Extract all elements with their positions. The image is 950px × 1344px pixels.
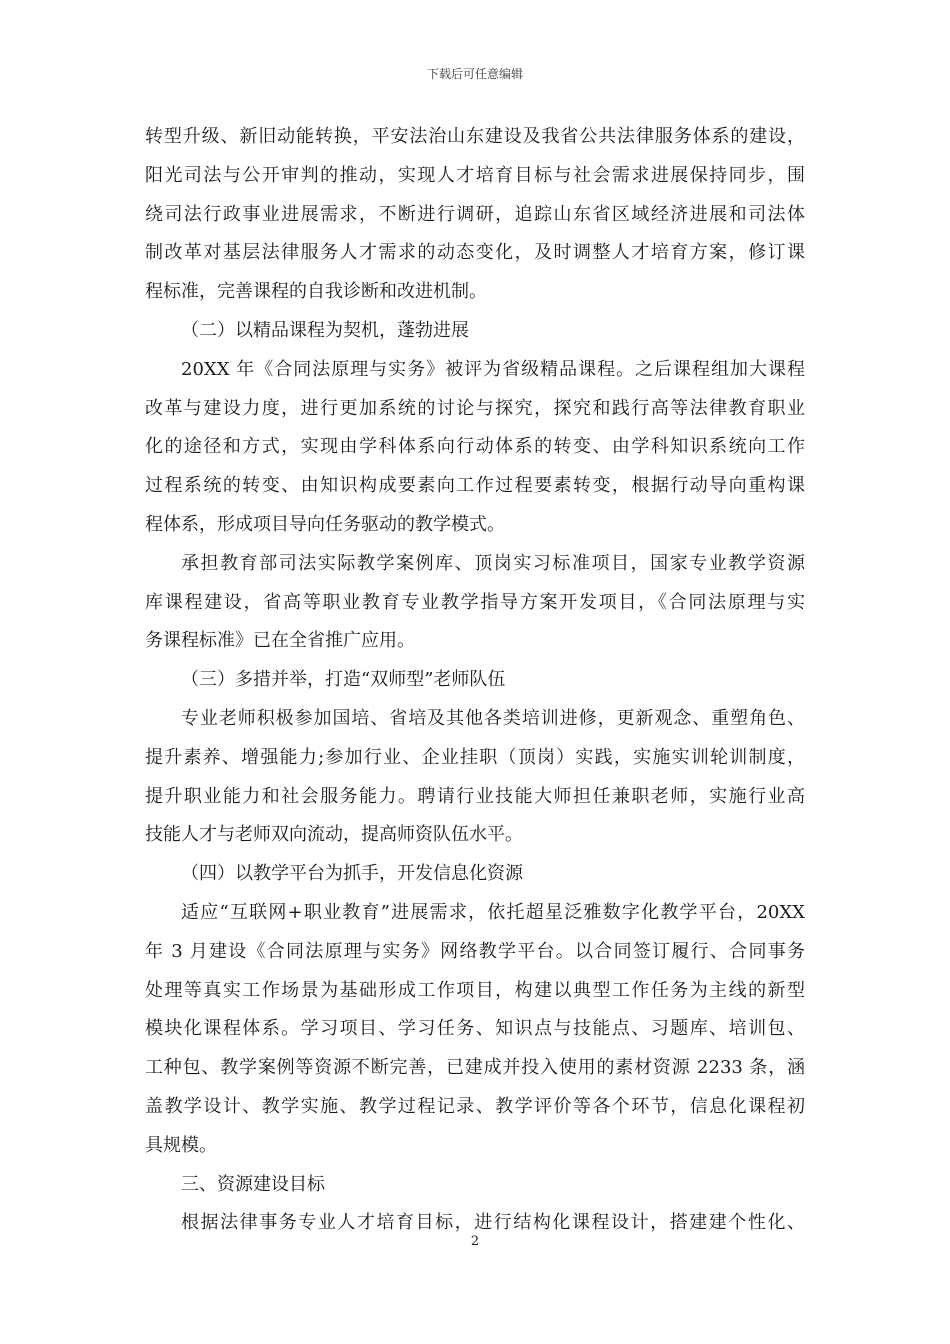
paragraph-line: 过程系统的转变、由知识构成要素向工作过程要素转变，根据行动导向重构课 xyxy=(145,475,805,497)
paragraph-line: 年 3 月建设《合同法原理与实务》网络教学平台。以合同签订履行、合同事务 xyxy=(145,940,805,962)
paragraph-line: 模块化课程体系。学习项目、学习任务、知识点与技能点、习题库、培训包、 xyxy=(145,1018,805,1040)
paragraph-line: 技能人才与老师双向流动，提高师资队伍水平。 xyxy=(145,824,523,846)
paragraph-line: 根据法律事务专业人才培育目标，进行结构化课程设计，搭建建个性化、 xyxy=(181,1212,805,1234)
paragraph-line: 提升职业能力和社会服务能力。聘请行业技能大师担任兼职老师，实施行业高 xyxy=(145,785,805,807)
paragraph-line: 制改革对基层法律服务人才需求的动态变化，及时调整人才培育方案，修订课 xyxy=(145,242,805,264)
paragraph-line: 处理等真实工作场景为基础形成工作项目，构建以典型工作任务为主线的新型 xyxy=(145,979,805,1001)
paragraph-line: 化的途径和方式，实现由学科体系向行动体系的转变、由学科知识系统向工作 xyxy=(145,436,805,458)
page-header: 下载后可任意编辑 xyxy=(426,67,523,81)
section-heading: 三、资源建设目标 xyxy=(181,1173,325,1195)
paragraph-line: 具规模。 xyxy=(145,1134,217,1156)
paragraph-line: 20XX 年《合同法原理与实务》被评为省级精品课程。之后课程组加大课程 xyxy=(181,358,805,380)
paragraph-line: 程体系，形成项目导向任务驱动的教学模式。 xyxy=(145,513,505,535)
paragraph-line: 库课程建设，省高等职业教育专业教学指导方案开发项目，《合同法原理与实 xyxy=(145,591,805,613)
paragraph-line: 盖教学设计、教学实施、教学过程记录、教学评价等各个环节，信息化课程初 xyxy=(145,1095,805,1117)
paragraph-line: 程标准，完善课程的自我诊断和改进机制。 xyxy=(145,281,487,303)
page-number: 2 xyxy=(470,1234,480,1249)
paragraph-line: 专业老师积极参加国培、省培及其他各类培训进修，更新观念、重塑角色、 xyxy=(181,707,805,729)
paragraph-line: 适应“互联网+职业教育”进展需求，依托超星泛雅数字化教学平台，20XX xyxy=(181,901,805,923)
paragraph-line: 绕司法行政事业进展需求，不断进行调研，追踪山东省区域经济进展和司法体 xyxy=(145,203,805,225)
paragraph-line: 转型升级、新旧动能转换，平安法治山东建设及我省公共法律服务体系的建设， xyxy=(145,126,805,147)
section-heading: （二）以精品课程为契机，蓬勃进展 xyxy=(181,319,469,341)
paragraph-line: 工种包、教学案例等资源不断完善，已建成并投入使用的素材资源 2233 条，涵 xyxy=(145,1057,805,1079)
section-heading: （三）多措并举，打造“双师型”老师队伍 xyxy=(181,669,506,691)
document-body xyxy=(145,118,805,1243)
section-heading: （四）以教学平台为抓手，开发信息化资源 xyxy=(181,863,523,885)
paragraph-line: 承担教育部司法实际教学案例库、顶岗实习标准项目，国家专业教学资源 xyxy=(181,552,805,574)
paragraph-line: 务课程标准》已在全省推广应用。 xyxy=(145,630,415,652)
paragraph-line: 提升素养、增强能力;参加行业、企业挂职（顶岗）实践，实施实训轮训制度， xyxy=(145,746,805,768)
paragraph-line: 改革与建设力度，进行更加系统的讨论与探究，探究和践行高等法律教育职业 xyxy=(145,397,805,419)
paragraph-line: 阳光司法与公开审判的推动，实现人才培育目标与社会需求进展保持同步，围 xyxy=(145,164,805,186)
